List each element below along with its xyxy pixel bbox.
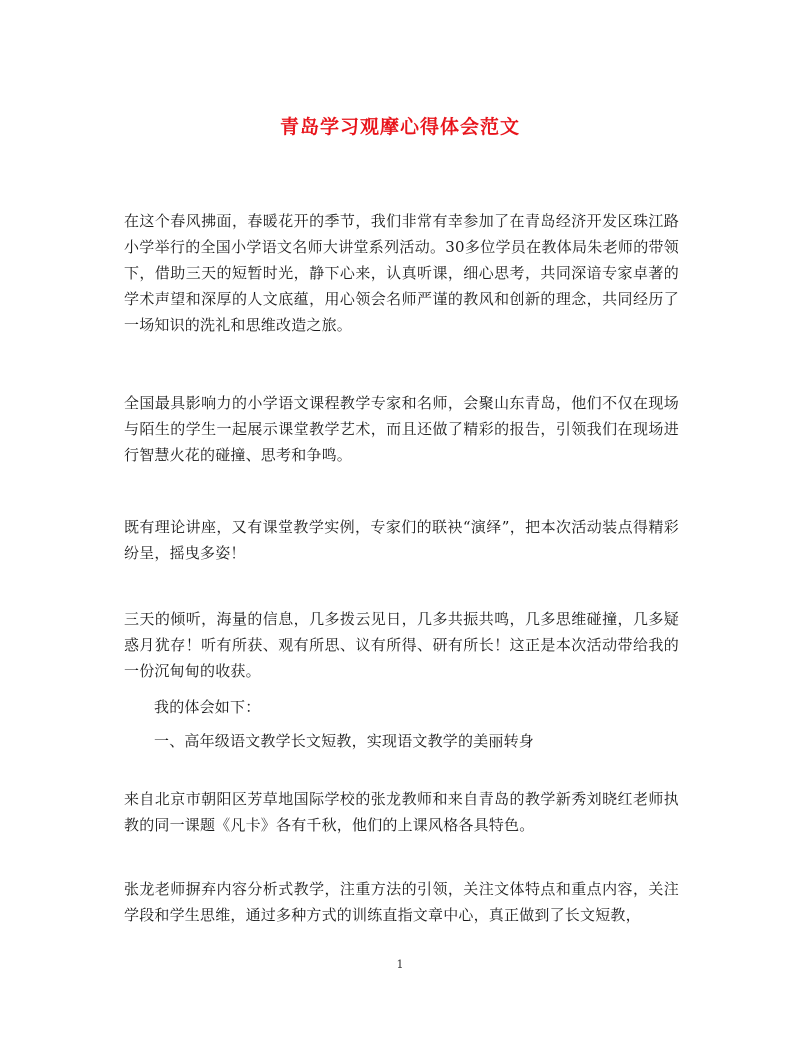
paragraph-4: 三天的倾听，海量的信息，几多拨云见日，几多共振共鸣，几多思维碰撞，几多疑惑月犹存！听有所获、观有所思、议有所得、研有所长！这正是本次活动带给我的一份沉甸甸的收获。 [124, 610, 679, 680]
paragraph-1: 在这个春风拂面，春暖花开的季节，我们非常有幸参加了在青岛经济开发区珠江路小学举行的全国小学语文名师大讲堂系列活动。30多位学员在教体局朱老师的带领下，借助三天的短暂时光，静下心来，认真听课，细心思考，共同深谙专家卓著的学术声望和深厚的人文底蕴，用心领会名师严谨的教风和创新的理念，共同经历了一场知识的洗礼和思维改造之旅。 [124, 212, 679, 334]
page-number: 1 [396, 958, 404, 971]
paragraph-7: 张龙老师摒弃内容分析式教学，注重方法的引领，关注文体特点和重点内容，关注学段和学生思维，通过多种方式的训练直指文章中心，真正做到了长文短教， [124, 880, 679, 924]
document-title: 青岛学习观摩心得体会范文 [279, 116, 520, 138]
section-heading-1: 一、高年级语文教学长文短教，实现语文教学的美丽转身 [154, 732, 535, 750]
paragraph-6: 来自北京市朝阳区芳草地国际学校的张龙教师和来自青岛的教学新秀刘晓红老师执教的同一课题《凡卡》各有千秋，他们的上课风格各具特色。 [124, 790, 679, 834]
paragraph-3: 既有理论讲座，又有课堂教学实例，专家们的联袂“演绎”，把本次活动装点得精彩纷呈，摇曳多姿！ [124, 518, 679, 562]
paragraph-2: 全国最具影响力的小学语文课程教学专家和名师，会聚山东青岛，他们不仅在现场与陌生的学生一起展示课堂教学艺术，而且还做了精彩的报告，引领我们在现场进行智慧火花的碰撞、思考和争鸣。 [124, 394, 679, 464]
paragraph-5: 我的体会如下： [154, 698, 261, 716]
